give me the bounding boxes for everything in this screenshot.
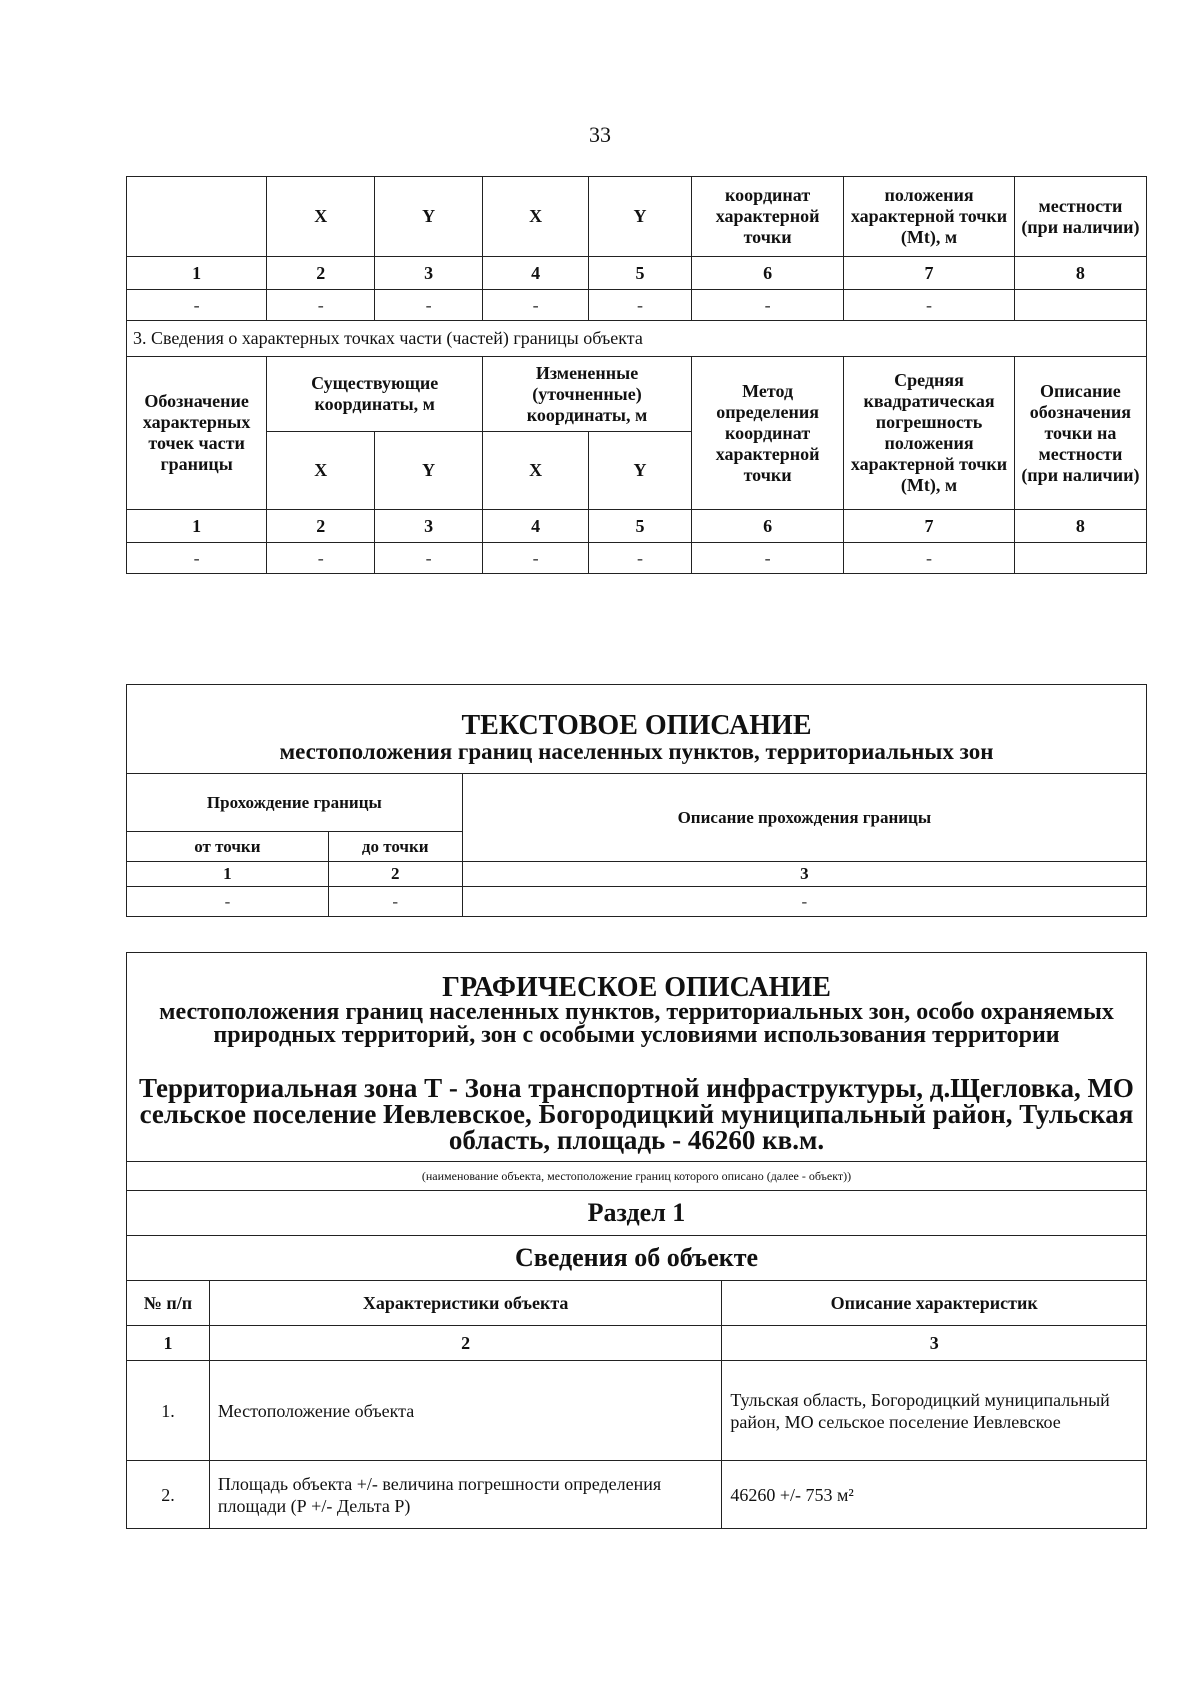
- section-title: Сведения об объекте: [127, 1236, 1147, 1281]
- section-row: [127, 1191, 1147, 1236]
- header-method-tail: координат характерной точки: [691, 177, 843, 257]
- text-description-title-cell: [127, 685, 1147, 774]
- col-number: 2: [267, 510, 375, 543]
- header-y: Y: [375, 432, 483, 510]
- cell: -: [691, 290, 843, 321]
- cell: -: [462, 887, 1146, 917]
- data-row: [127, 543, 1147, 574]
- table-row: [127, 1461, 1147, 1529]
- column-number-row: [127, 510, 1147, 543]
- header-designation: Обозначение характерных точек части границы: [127, 357, 267, 510]
- cell: -: [844, 543, 1015, 574]
- cell: -: [691, 543, 843, 574]
- col-number: 1: [127, 510, 267, 543]
- header-passage: Прохождение границы: [127, 774, 463, 832]
- cell: -: [589, 543, 692, 574]
- header-row-1: [127, 357, 1147, 432]
- col-number: 4: [483, 510, 589, 543]
- col-number: 5: [589, 510, 692, 543]
- table-row: [127, 1361, 1147, 1461]
- column-number-row: [127, 257, 1147, 290]
- col-number: 8: [1014, 510, 1146, 543]
- header-description-tail: местности (при наличии): [1014, 177, 1146, 257]
- header-method: Метод определения координат характерной точки: [691, 357, 843, 510]
- cell: -: [375, 290, 483, 321]
- header-number: № п/п: [127, 1281, 210, 1326]
- header-rms-tail: положения характерной точки (Mt), м: [844, 177, 1015, 257]
- cell: [1014, 543, 1146, 574]
- text-description-table: [126, 684, 1147, 917]
- header-description: Описание обозначения точки на местности (при наличии): [1014, 357, 1146, 510]
- cell: -: [844, 290, 1015, 321]
- col-number: 3: [462, 862, 1146, 887]
- col-number: 3: [375, 510, 483, 543]
- col-number: 1: [127, 1326, 210, 1361]
- header-to-point: до точки: [328, 832, 462, 862]
- cell: -: [483, 290, 589, 321]
- header-empty-cell: [127, 177, 267, 257]
- header-x: X: [267, 432, 375, 510]
- cell: [1014, 290, 1146, 321]
- col-number: 6: [691, 510, 843, 543]
- header-y-existing: Y: [375, 177, 483, 257]
- col-number: 6: [691, 257, 843, 290]
- header-rms: Средняя квадратическая погрешность положения характерной точки (Mt), м: [844, 357, 1015, 510]
- column-number-row: [127, 1326, 1147, 1361]
- continued-header-row: [127, 177, 1147, 257]
- cell: -: [375, 543, 483, 574]
- col-number: 1: [127, 257, 267, 290]
- header-y-changed: Y: [589, 177, 692, 257]
- section-title-row: [127, 1236, 1147, 1281]
- col-number: 5: [589, 257, 692, 290]
- text-description-title: ТЕКСТОВОЕ ОПИСАНИЕ: [461, 710, 812, 741]
- graphic-description-subtitle: местоположения границ населенных пунктов, территориальных зон, особо охраняемых природных территорий, зон с особыми условиями использования территории: [159, 999, 1114, 1048]
- cell: -: [328, 887, 462, 917]
- header-existing: Существующие координаты, м: [267, 357, 483, 432]
- coordinates-table: [126, 176, 1147, 574]
- col-number: 7: [844, 257, 1015, 290]
- graphic-description-title-cell: [127, 953, 1147, 1162]
- row-number: 1.: [127, 1361, 210, 1461]
- row-value: Тульская область, Богородицкий муниципальный район, МО сельское поселение Иевлевское: [722, 1361, 1147, 1461]
- col-number: 7: [844, 510, 1015, 543]
- row-characteristic: Площадь объекта +/- величина погрешности определения площади (Р +/- Дельта Р): [209, 1461, 721, 1529]
- col-number: 2: [209, 1326, 721, 1361]
- cell: -: [127, 290, 267, 321]
- header-x-changed: X: [483, 177, 589, 257]
- header-row: [127, 1281, 1147, 1326]
- cell: -: [127, 887, 329, 917]
- graphic-description-table: [126, 952, 1147, 1529]
- column-number-row: [127, 862, 1147, 887]
- cell: -: [483, 543, 589, 574]
- page-number: 33: [589, 122, 611, 147]
- title-row: [127, 953, 1147, 1162]
- section-title-row: [127, 321, 1147, 357]
- header-x: X: [483, 432, 589, 510]
- section-3-title: 3. Сведения о характерных точках части (частей) границы объекта: [127, 321, 1147, 357]
- col-number: 2: [267, 257, 375, 290]
- header-changed: Измененные (уточненные) координаты, м: [483, 357, 692, 432]
- col-number: 3: [722, 1326, 1147, 1361]
- col-number: 8: [1014, 257, 1146, 290]
- title-row: [127, 685, 1147, 774]
- graphic-description-title: ГРАФИЧЕСКОЕ ОПИСАНИЕ: [442, 972, 831, 1003]
- data-row: [127, 887, 1147, 917]
- cell: -: [127, 543, 267, 574]
- data-row: [127, 290, 1147, 321]
- cell: -: [267, 290, 375, 321]
- header-row: [127, 774, 1147, 832]
- col-number: 1: [127, 862, 329, 887]
- col-number: 2: [328, 862, 462, 887]
- col-number: 3: [375, 257, 483, 290]
- object-caption: (наименование объекта, местоположение границ которого описано (далее - объект)): [127, 1162, 1147, 1191]
- header-characteristics: Характеристики объекта: [209, 1281, 721, 1326]
- header-from-point: от точки: [127, 832, 329, 862]
- header-description: Описание характеристик: [722, 1281, 1147, 1326]
- cell: -: [267, 543, 375, 574]
- object-name: Территориальная зона Т - Зона транспортной инфраструктуры, д.Щегловка, МО сельское поселение Иевлевское, Богородицкий муниципальный район, Тульская область, площадь - 46260 кв.м.: [139, 1073, 1134, 1155]
- col-number: 4: [483, 257, 589, 290]
- row-characteristic: Местоположение объекта: [209, 1361, 721, 1461]
- section-label: Раздел 1: [127, 1191, 1147, 1236]
- header-passage-description: Описание прохождения границы: [462, 774, 1146, 862]
- caption-row: [127, 1162, 1147, 1191]
- text-description-subtitle: местоположения границ населенных пунктов, территориальных зон: [279, 739, 994, 764]
- cell: -: [589, 290, 692, 321]
- header-x-existing: X: [267, 177, 375, 257]
- header-y: Y: [589, 432, 692, 510]
- row-number: 2.: [127, 1461, 210, 1529]
- row-value: 46260 +/- 753 м²: [722, 1461, 1147, 1529]
